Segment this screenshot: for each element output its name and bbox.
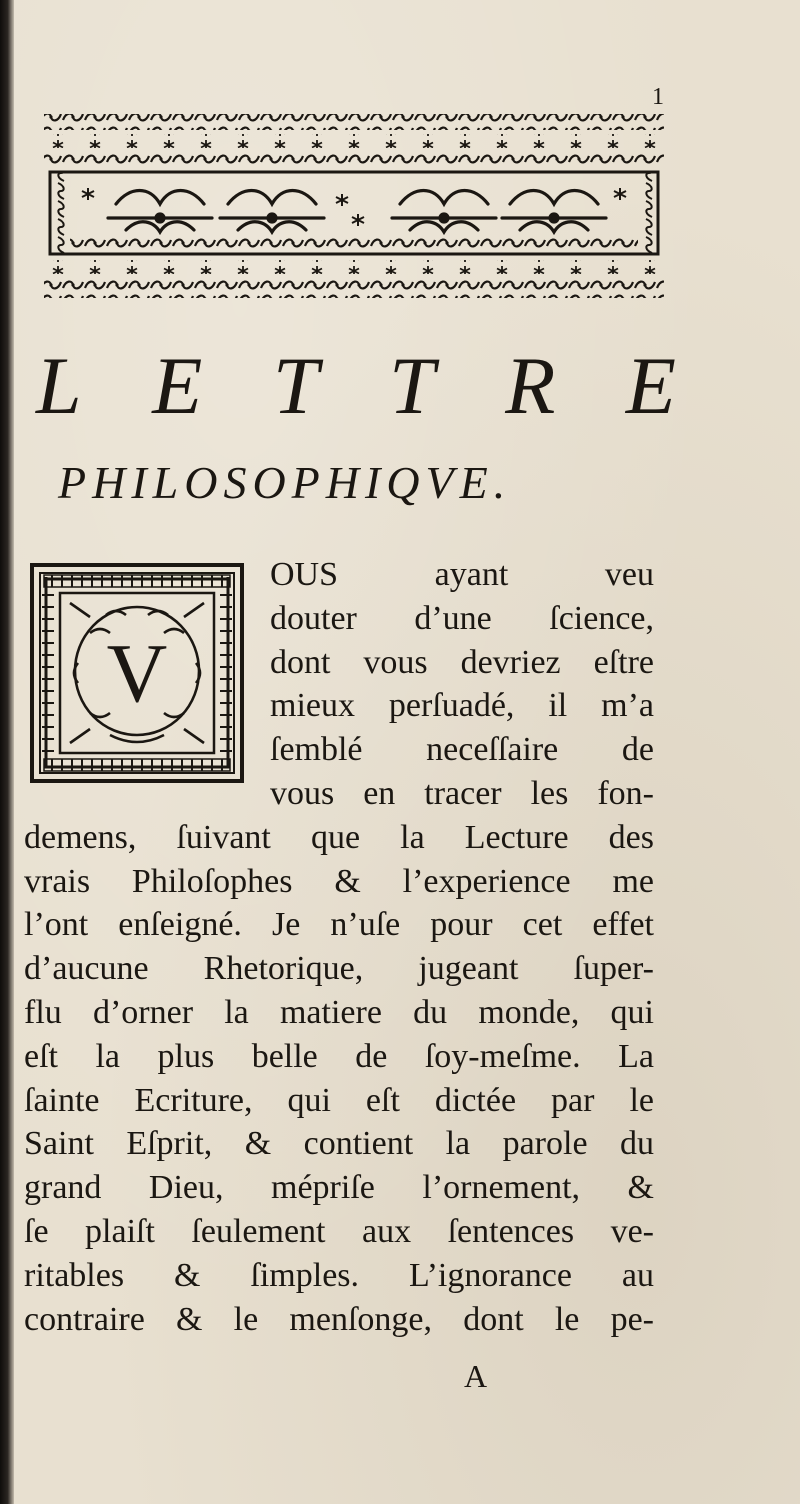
text-line: demens, ſuivant que la Lecture des — [24, 818, 654, 856]
text-line: vous en tracer les fon- — [270, 774, 654, 812]
text-line: flu d’orner la matiere du monde, qui — [24, 993, 654, 1031]
dropcap-letter: V — [106, 627, 168, 720]
title-letter: E — [152, 340, 203, 431]
text-line: contraire & le menſonge, dont le pe- — [24, 1300, 654, 1338]
signature-mark: A — [464, 1358, 488, 1394]
text-line: dont vous devriez eſtre — [270, 643, 654, 681]
text-line: ritables & ſimples. L’ignorance au — [24, 1256, 654, 1294]
title-lettre — [36, 340, 676, 431]
text-line: eſt la plus belle de ſoy-meſme. La — [24, 1037, 654, 1075]
title-letter: T — [389, 340, 435, 431]
title-letter: T — [272, 340, 319, 431]
title-letter: E — [625, 340, 676, 431]
subtitle-philosophique: PHILOSOPHIQVE. — [58, 457, 512, 508]
text-line: OUS ayant veu — [270, 556, 654, 593]
text-line: mieux perſuadé, il m’a — [270, 687, 654, 725]
title-letter: R — [505, 340, 556, 431]
text-line: vrais Philoſophes & l’experience me — [24, 862, 654, 900]
title-letter: L — [36, 340, 82, 431]
ornamental-headpiece — [40, 110, 668, 306]
text-line: ſe plaiſt ſeulement aux ſentences ve- — [24, 1212, 654, 1250]
book-binding-edge — [0, 0, 14, 1504]
text-line: ſainte Ecriture, qui eſt dictée par le — [24, 1081, 654, 1119]
page-number: 1 — [652, 84, 664, 110]
text-line: ſemblé neceſſaire de — [270, 731, 654, 769]
text-line: Saint Eſprit, & contient la parole du — [24, 1125, 654, 1163]
text-line: l’ont enſeigné. Je n’uſe pour cet effet — [24, 906, 654, 944]
body-text — [24, 553, 654, 1341]
text-line: grand Dieu, mépriſe l’ornement, & — [24, 1169, 654, 1207]
text-line: d’aucune Rhetorique, jugeant ſuper- — [24, 950, 654, 988]
text-line: douter d’une ſcience, — [270, 599, 654, 637]
